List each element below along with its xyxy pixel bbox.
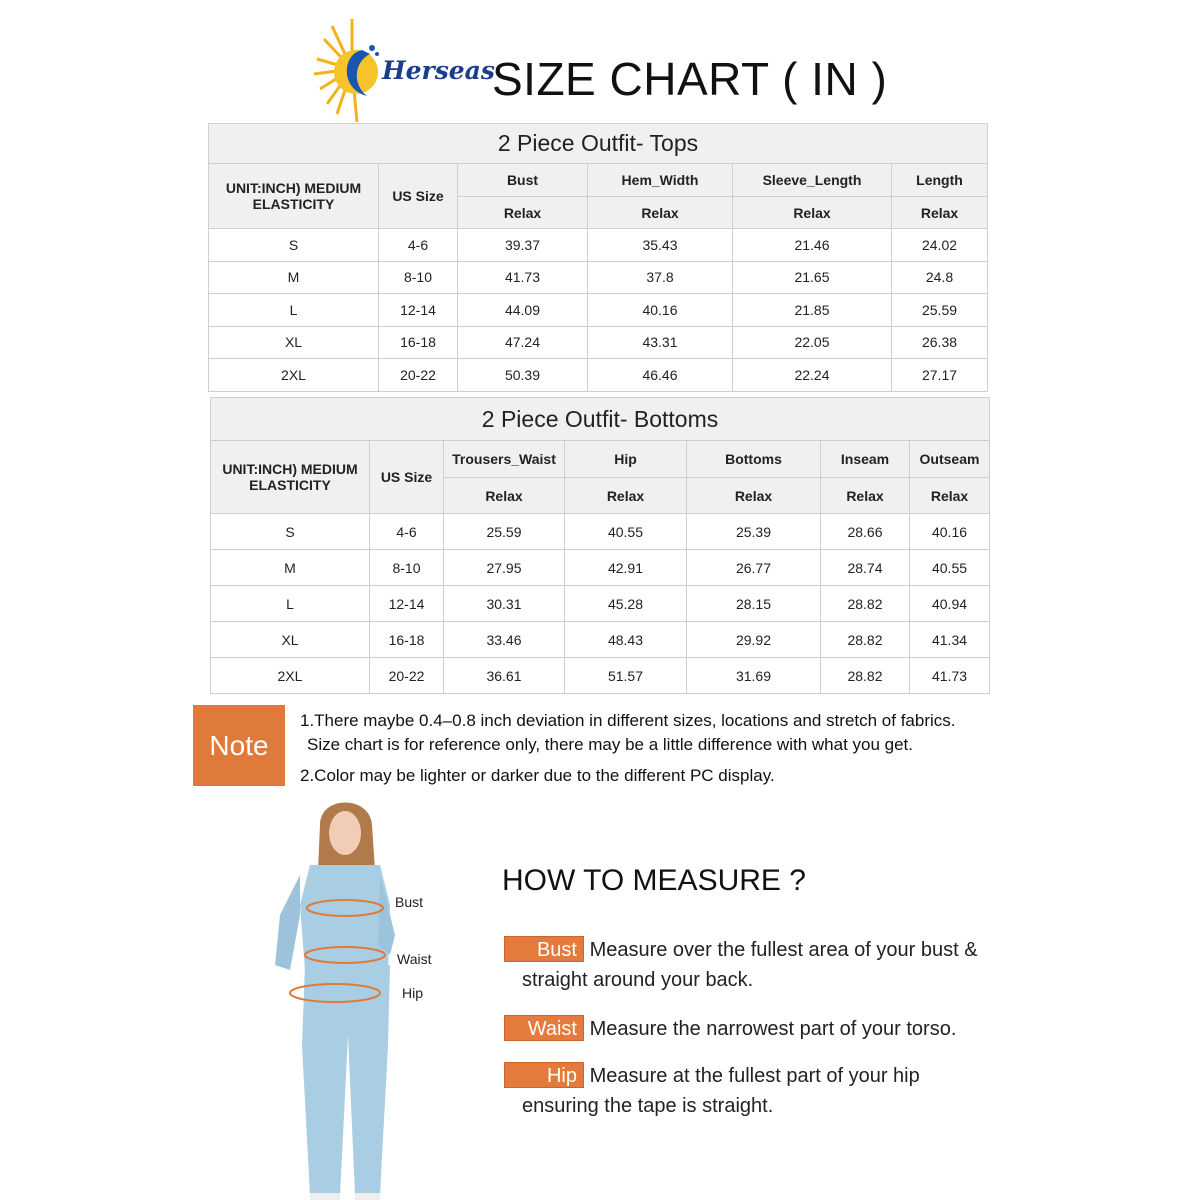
hip-instruction: Measure at the fullest part of your hip [589, 1065, 920, 1087]
table-row [209, 229, 988, 262]
table-title: 2 Piece Outfit- Tops [209, 124, 988, 164]
note-badge: Note [193, 705, 285, 786]
us-size-cell: 4-6 [379, 229, 458, 262]
value-cell: 45.28 [565, 586, 687, 622]
note-line-1b: Size chart is for reference only, there may be a little difference with what you get. [307, 735, 914, 754]
table-row [211, 514, 990, 550]
value-cell: 25.59 [892, 294, 988, 327]
how-to-measure-title: HOW TO MEASURE ? [502, 864, 806, 897]
value-cell: 43.31 [588, 326, 733, 359]
sub-header-relax: Relax [588, 197, 733, 229]
value-cell: 26.38 [892, 326, 988, 359]
value-cell: 21.65 [733, 261, 892, 294]
sub-header-relax: Relax [565, 478, 687, 514]
waist-tag: Waist [504, 1015, 584, 1041]
bust-instruction-2: straight around your back. [522, 969, 754, 991]
value-cell: 41.73 [458, 261, 588, 294]
table-row [209, 359, 988, 392]
sub-header-relax: Relax [892, 197, 988, 229]
value-cell: 44.09 [458, 294, 588, 327]
value-cell: 29.92 [687, 622, 821, 658]
brand-name: Herseas [382, 56, 495, 85]
size-cell: 2XL [211, 658, 370, 694]
value-cell: 36.61 [444, 658, 565, 694]
waist-label: Waist [397, 951, 432, 967]
note-line-1: 1.There maybe 0.4–0.8 inch deviation in different sizes, locations and stretch of fabrics. [300, 711, 956, 730]
value-cell: 28.82 [821, 622, 910, 658]
size-cell: 2XL [209, 359, 379, 392]
us-size-cell: 20-22 [379, 359, 458, 392]
column-header: Length [892, 164, 988, 197]
value-cell: 33.46 [444, 622, 565, 658]
value-cell: 26.77 [687, 550, 821, 586]
hip-label: Hip [402, 985, 424, 1001]
sub-header-relax: Relax [444, 478, 565, 514]
brand-logo [312, 14, 495, 124]
value-cell: 40.94 [910, 586, 990, 622]
unit-header: UNIT:INCH) MEDIUM ELASTICITY [209, 164, 379, 229]
us-size-cell: 8-10 [379, 261, 458, 294]
us-size-header: US Size [370, 441, 444, 514]
value-cell: 27.17 [892, 359, 988, 392]
value-cell: 28.74 [821, 550, 910, 586]
column-header: Hem_Width [588, 164, 733, 197]
note-line-2: 2.Color may be lighter or darker due to the different PC display. [300, 766, 775, 785]
column-header: Inseam [821, 441, 910, 478]
bottoms-size-table [210, 397, 990, 694]
value-cell: 39.37 [458, 229, 588, 262]
table-title: 2 Piece Outfit- Bottoms [211, 398, 990, 441]
value-cell: 46.46 [588, 359, 733, 392]
tops-size-table [208, 123, 988, 392]
value-cell: 40.55 [565, 514, 687, 550]
us-size-cell: 12-14 [379, 294, 458, 327]
value-cell: 28.82 [821, 658, 910, 694]
column-header: Sleeve_Length [733, 164, 892, 197]
us-size-cell: 12-14 [370, 586, 444, 622]
size-cell: XL [211, 622, 370, 658]
column-header: Outseam [910, 441, 990, 478]
sub-header-relax: Relax [910, 478, 990, 514]
column-header: Bust [458, 164, 588, 197]
measure-hip [504, 1062, 920, 1088]
value-cell: 28.15 [687, 586, 821, 622]
sun-icon [312, 14, 392, 124]
unit-header: UNIT:INCH) MEDIUM ELASTICITY [211, 441, 370, 514]
size-cell: M [211, 550, 370, 586]
sub-header-relax: Relax [821, 478, 910, 514]
value-cell: 42.91 [565, 550, 687, 586]
us-size-header: US Size [379, 164, 458, 229]
value-cell: 28.66 [821, 514, 910, 550]
column-header: Trousers_Waist [444, 441, 565, 478]
page-title: SIZE CHART ( IN ) [492, 53, 888, 105]
value-cell: 25.39 [687, 514, 821, 550]
value-cell: 41.34 [910, 622, 990, 658]
size-cell: XL [209, 326, 379, 359]
size-cell: L [211, 586, 370, 622]
hip-tag: Hip [504, 1062, 584, 1088]
measure-waist [504, 1015, 956, 1041]
hip-instruction-2: ensuring the tape is straight. [522, 1095, 774, 1117]
value-cell: 40.16 [588, 294, 733, 327]
value-cell: 31.69 [687, 658, 821, 694]
value-cell: 28.82 [821, 586, 910, 622]
value-cell: 27.95 [444, 550, 565, 586]
column-header: Hip [565, 441, 687, 478]
measure-bust [504, 936, 978, 962]
waist-instruction: Measure the narrowest part of your torso. [589, 1018, 957, 1040]
table-row [211, 586, 990, 622]
value-cell: 22.05 [733, 326, 892, 359]
bust-label: Bust [395, 894, 424, 910]
model-figure [260, 795, 460, 1200]
value-cell: 41.73 [910, 658, 990, 694]
sub-header-relax: Relax [687, 478, 821, 514]
sub-header-relax: Relax [733, 197, 892, 229]
value-cell: 24.8 [892, 261, 988, 294]
value-cell: 35.43 [588, 229, 733, 262]
table-row [211, 658, 990, 694]
table-row [209, 294, 988, 327]
bust-instruction: Measure over the fullest area of your bust & [589, 939, 978, 961]
table-row [209, 326, 988, 359]
table-row [211, 550, 990, 586]
value-cell: 21.85 [733, 294, 892, 327]
size-cell: S [209, 229, 379, 262]
value-cell: 21.46 [733, 229, 892, 262]
value-cell: 30.31 [444, 586, 565, 622]
table-row [209, 261, 988, 294]
value-cell: 48.43 [565, 622, 687, 658]
us-size-cell: 8-10 [370, 550, 444, 586]
value-cell: 24.02 [892, 229, 988, 262]
us-size-cell: 16-18 [379, 326, 458, 359]
value-cell: 50.39 [458, 359, 588, 392]
bust-tag: Bust [504, 936, 584, 962]
value-cell: 47.24 [458, 326, 588, 359]
us-size-cell: 4-6 [370, 514, 444, 550]
value-cell: 22.24 [733, 359, 892, 392]
sub-header-relax: Relax [458, 197, 588, 229]
size-cell: M [209, 261, 379, 294]
us-size-cell: 20-22 [370, 658, 444, 694]
size-cell: L [209, 294, 379, 327]
us-size-cell: 16-18 [370, 622, 444, 658]
value-cell: 40.55 [910, 550, 990, 586]
value-cell: 37.8 [588, 261, 733, 294]
value-cell: 51.57 [565, 658, 687, 694]
size-cell: S [211, 514, 370, 550]
value-cell: 40.16 [910, 514, 990, 550]
value-cell: 25.59 [444, 514, 565, 550]
table-row [211, 622, 990, 658]
column-header: Bottoms [687, 441, 821, 478]
